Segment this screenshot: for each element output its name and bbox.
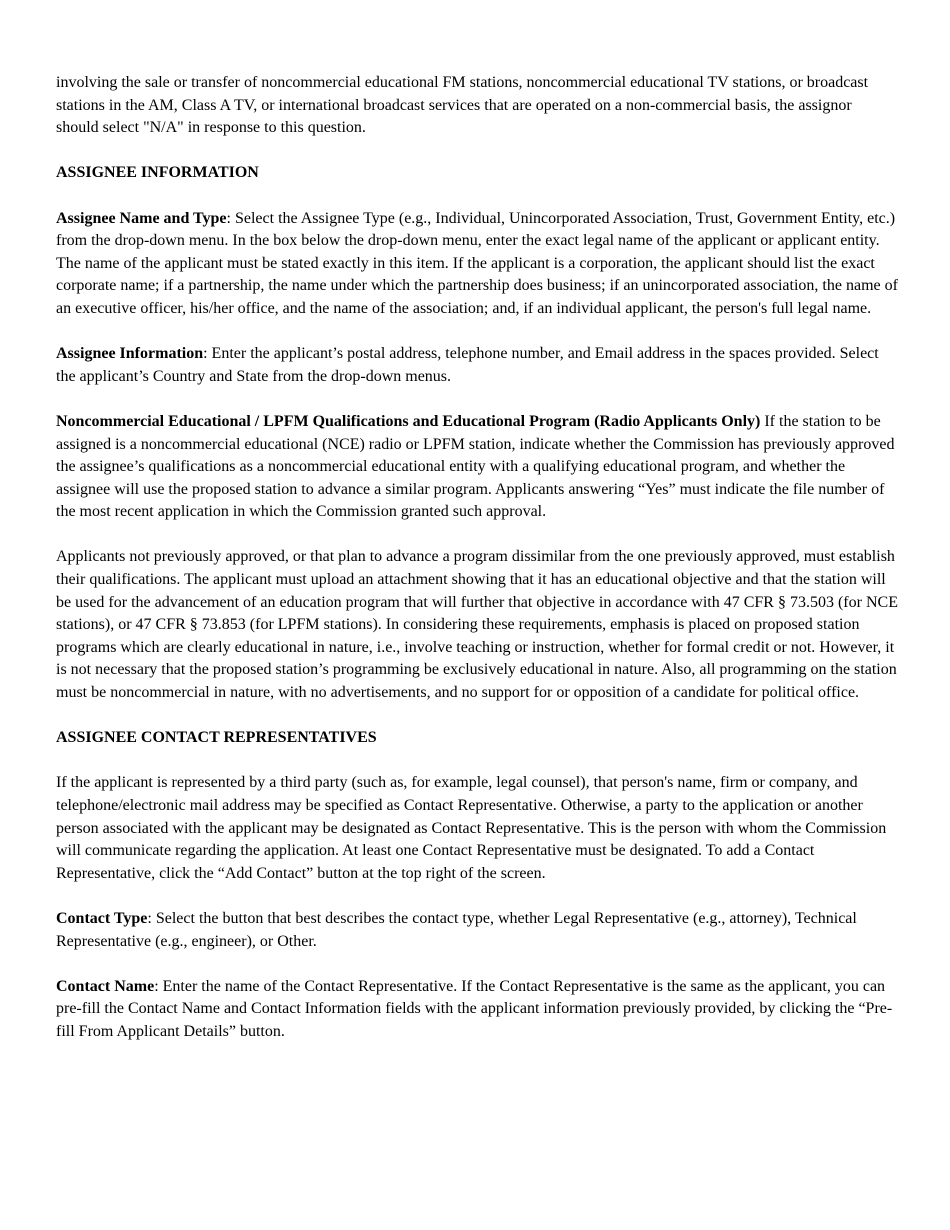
intro-paragraph: involving the sale or transfer of noncommercial educational FM stations, noncommercial educational TV stations, or broadcast stations in the AM, Class A TV, or international broadcast services that are operated on a non-commercial basis, the assignor should select "N/A" in response to this question. [56,74,869,137]
contact-name-lead: Contact Name [56,977,155,995]
assignee-name-type-text: : Select the Assignee Type (e.g., Individual, Unincorporated Association, Trust, Government Entity, etc.) from the drop-down menu. In the box below the drop-down menu, enter the exact legal name of the applicant or applicant entity. The name of the applicant must be stated exactly in this item. If the applicant is a corporation, the applicant should list the exact corporate name; if a partnership, the name under which the partnership does business; if an unincorporated association, the name of an executive officer, his/her office, and the name of the association; and, if an individual applicant, the person's full legal name. [56,209,898,317]
assignee-name-type-lead: Assignee Name and Type [56,209,227,227]
contact-name-text: : Enter the name of the Contact Representative. If the Contact Representative is the same as the applicant, you can pre-fill the Contact Name and Contact Information fields with the applicant information previously provided, by clicking the “Pre-fill From Applicant Details” button. [56,977,893,1040]
contact-type-paragraph [56,908,898,953]
nce-lpfm-lead: Noncommercial Educational / LPFM Qualifications and Educational Program (Radio Applicants Only) [56,412,761,430]
assignee-information-heading: ASSIGNEE INFORMATION [56,164,259,182]
nce-lpfm-text: If the station to be assigned is a noncommercial educational (NCE) radio or LPFM station, indicate whether the Commission has previously approved the assignee’s qualifications as a noncommercial educational entity with a qualifying educational program, and whether the assignee will use the proposed station to advance a similar program. Applicants answering “Yes” must indicate the file number of the most recent application in which the Commission granted such approval. [56,412,895,521]
assignee-information-paragraph [56,343,898,388]
contact-type-text: : Select the button that best describes the contact type, whether Legal Representative (e.g., attorney), Technical Representative (e.g., engineer), or Other. [56,909,857,950]
assignee-information-text: : Enter the applicant’s postal address, telephone number, and Email address in the spaces provided. Select the applicant’s Country and State from the drop-down menus. [56,345,879,385]
contact-name-paragraph [56,976,898,1044]
nce-lpfm-paragraph [56,411,898,524]
not-previously-approved-paragraph: Applicants not previously approved, or that plan to advance a program dissimilar from the one previously approved, must establish their qualifications. The applicant must upload an attachment showing that it has an educational objective and that the station will be used for the advancement of an education program that will further that objective in accordance with 47 CFR § 73.503 (for NCE stations), or 47 CFR § 73.853 (for LPFM stations). In considering these requirements, emphasis is placed on proposed station programs which are clearly educational in nature, i.e., involve teaching or instruction, whether for formal credit or not. However, it is not necessary that the proposed station’s programming be exclusively educational in nature. Also, all programming on the station must be noncommercial in nature, with no advertisements, and no support for or opposition of a candidate for political office. [56,548,898,702]
assignee-name-type-paragraph [56,208,898,321]
contact-type-lead: Contact Type [56,909,148,927]
contact-representatives-heading: ASSIGNEE CONTACT REPRESENTATIVES [56,729,377,747]
assignee-information-lead: Assignee Information [56,345,204,363]
contact-representatives-intro: If the applicant is represented by a third party (such as, for example, legal counsel), that person's name, firm or company, and telephone/electronic mail address may be specified as Contact Representative. Otherwise, a party to the application or another person associated with the applicant may be designated as Contact Representative. This is the person with whom the Commission will communicate regarding the application. At least one Contact Representative must be designated. To add a Contact Representative, click the “Add Contact” button at the top right of the screen. [56,774,887,882]
document-page [56,72,898,1066]
